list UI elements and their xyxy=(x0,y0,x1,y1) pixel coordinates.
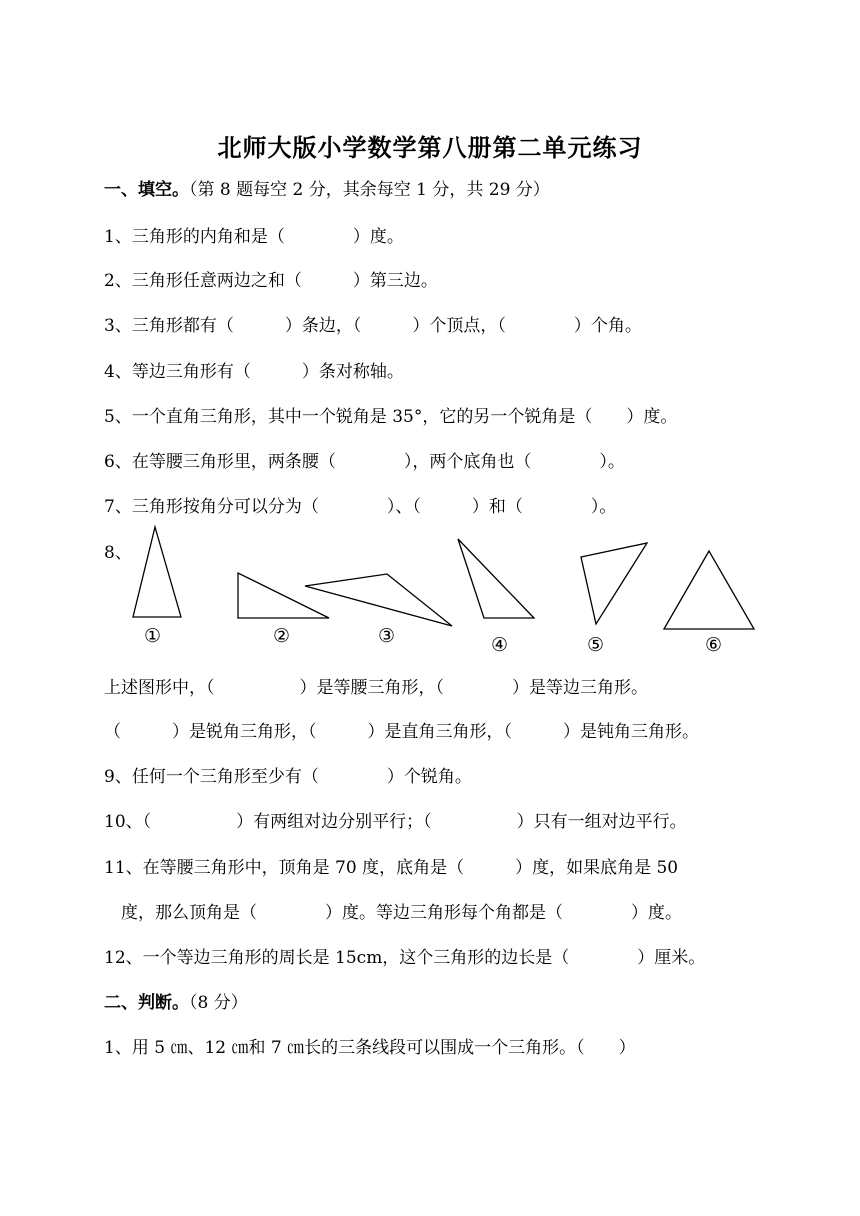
question-8-line-2: （ ）是锐角三角形，（ ）是直角三角形，（ ）是钝角三角形。 xyxy=(104,722,699,742)
triangle-5 xyxy=(581,543,647,624)
triangle-4 xyxy=(458,539,534,618)
question-8-line-1: 上述图形中，（ ）是等腰三角形，（ ）是等边三角形。 xyxy=(104,678,648,698)
section-scoring-note: （第 8 题每空 2 分，其余每空 1 分，共 29 分） xyxy=(189,180,550,200)
triangle-2 xyxy=(238,573,329,618)
figure-label-1: ① xyxy=(144,625,162,647)
question-11-line-2: 度，那么顶角是（ ）度。等边三角形每个角都是（ ）度。 xyxy=(104,903,682,923)
question-2: 2、三角形任意两边之和（ ）第三边。 xyxy=(104,271,438,291)
triangle-figures xyxy=(0,520,860,640)
figure-label-6: ⑥ xyxy=(705,634,723,656)
question-12: 12、一个等边三角形的周长是 15cm，这个三角形的边长是（ ）厘米。 xyxy=(104,948,706,968)
question-7: 7、三角形按角分可以分为（ ）、（ ）和（ ）。 xyxy=(104,497,617,517)
figure-label-4: ④ xyxy=(491,634,509,656)
section-heading-fill-blank xyxy=(104,179,550,201)
figure-label-5: ⑤ xyxy=(587,634,605,656)
question-1: 1、三角形的内角和是（ ）度。 xyxy=(104,227,404,247)
figure-label-2: ② xyxy=(273,625,291,647)
page-title: 北师大版小学数学第八册第二单元练习 xyxy=(217,133,643,162)
question-3: 3、三角形都有（ ）条边，（ ）个顶点，（ ）个角。 xyxy=(104,316,642,336)
question-4: 4、等边三角形有（ ）条对称轴。 xyxy=(104,362,404,382)
question-5: 5、一个直角三角形，其中一个锐角是 35°，它的另一个锐角是（ ）度。 xyxy=(104,407,678,427)
figure-label-3: ③ xyxy=(378,625,396,647)
section-heading-true-false xyxy=(104,992,248,1014)
question-8-number: 8、 xyxy=(104,543,132,563)
section-title: 一、填空。 xyxy=(104,180,189,200)
section-scoring-note: （8 分） xyxy=(189,993,248,1013)
triangle-6 xyxy=(664,551,754,629)
question-11-line-1: 11、在等腰三角形中，顶角是 70 度，底角是（ ）度，如果底角是 50 xyxy=(104,858,679,878)
question-6: 6、在等腰三角形里，两条腰（ ），两个底角也（ ）。 xyxy=(104,452,625,472)
section-title: 二、判断。 xyxy=(104,993,189,1013)
question-10: 10、（ ）有两组对边分别平行；（ ）只有一组对边平行。 xyxy=(104,812,687,832)
judge-question-1: 1、用 5 ㎝、12 ㎝和 7 ㎝长的三条线段可以围成一个三角形。（ ） xyxy=(104,1038,636,1058)
question-9: 9、任何一个三角形至少有（ ）个锐角。 xyxy=(104,767,472,787)
triangle-1 xyxy=(133,527,181,617)
